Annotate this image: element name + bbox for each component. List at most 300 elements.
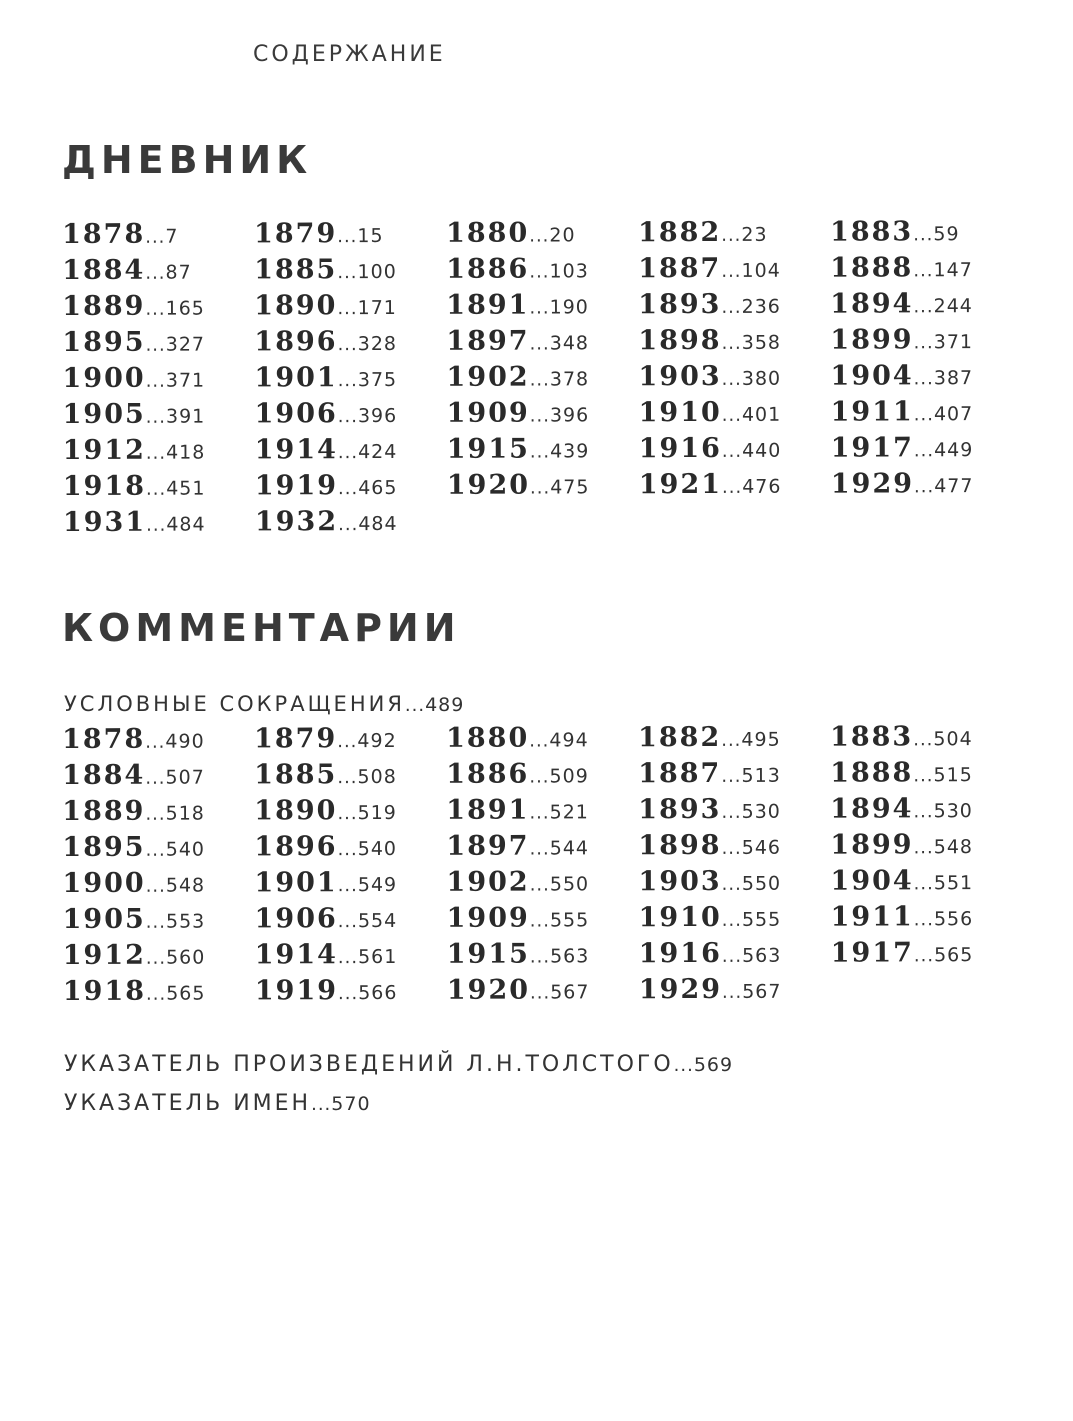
entry-year: 1929	[638, 973, 723, 1006]
abbreviations-page: 489	[425, 694, 465, 716]
leader-dots: ...	[913, 801, 934, 823]
entry-page: 508	[357, 765, 397, 789]
entry-year: 1899	[830, 829, 914, 861]
entry-page: 565	[934, 944, 974, 967]
entry-year: 1905	[62, 903, 146, 935]
entry-year: 1882	[638, 721, 722, 754]
entry-year: 1897	[446, 830, 530, 862]
leader-dots: ...	[145, 947, 167, 969]
diary-entry-1904[interactable]	[830, 358, 1022, 395]
entry-year: 1893	[638, 288, 722, 321]
leader-dots: ...	[337, 983, 359, 1005]
entry-year: 1887	[638, 252, 722, 285]
entry-year: 1917	[830, 937, 914, 969]
entry-page: 515	[933, 764, 973, 787]
leader-dots: ...	[337, 947, 359, 969]
entry-year: 1889	[62, 795, 146, 827]
entry-page: 521	[549, 801, 589, 824]
section-title-comments: КОММЕНТАРИИ	[62, 606, 461, 650]
works-index-entry[interactable]	[64, 1052, 733, 1077]
leader-dots: ...	[529, 441, 551, 463]
entry-page: 20	[549, 224, 576, 247]
entry-year: 1890	[254, 795, 338, 827]
leader-dots: ...	[337, 839, 358, 861]
entry-year: 1878	[62, 218, 146, 250]
comments-entry-1929[interactable]	[639, 972, 831, 1009]
entry-page: 555	[549, 909, 590, 932]
entry-year: 1883	[830, 216, 914, 248]
leader-dots: ...	[913, 224, 934, 246]
entry-year: 1885	[254, 254, 338, 286]
diary-entry-1914[interactable]	[255, 432, 447, 469]
entry-page: 494	[549, 729, 589, 752]
diary-entry-1901[interactable]	[254, 360, 446, 397]
entry-year: 1914	[254, 939, 338, 971]
entry-page: 555	[741, 908, 782, 931]
leader-dots: ...	[145, 803, 166, 825]
comments-entry-1878[interactable]	[62, 721, 254, 758]
diary-entry-1878[interactable]	[62, 216, 254, 253]
comments-entry-1918[interactable]	[63, 973, 255, 1010]
leader-dots: ...	[913, 909, 934, 931]
entry-year: 1906	[254, 903, 338, 935]
diary-entry-1889[interactable]	[62, 288, 254, 325]
entry-page: 548	[933, 836, 974, 859]
entry-year: 1912	[62, 939, 146, 971]
entry-page: 418	[166, 441, 206, 464]
leader-dots: ...	[721, 981, 743, 1003]
leader-dots: ...	[913, 945, 935, 967]
leader-dots: ...	[721, 909, 742, 931]
entry-page: 407	[933, 403, 974, 426]
comments-entry-1900[interactable]	[62, 865, 254, 902]
leader-dots: ...	[529, 477, 551, 499]
diary-entry-1898[interactable]	[638, 323, 830, 360]
entry-page: 358	[741, 331, 782, 354]
leader-dots: ...	[529, 333, 550, 355]
diary-entry-1917[interactable]	[831, 430, 1023, 467]
entry-year: 1888	[830, 252, 914, 284]
comments-entry-1912[interactable]	[63, 937, 255, 974]
entry-year: 1889	[62, 290, 146, 322]
leader-dots: ...	[673, 1055, 694, 1076]
leader-dots: ...	[145, 478, 167, 500]
entry-year: 1879	[254, 723, 338, 755]
comments-entry-1914[interactable]	[255, 937, 447, 974]
comments-entry-1883[interactable]	[830, 719, 1022, 756]
leader-dots: ...	[529, 369, 550, 391]
comments-entry-1915[interactable]	[447, 936, 639, 973]
entry-page: 530	[933, 800, 973, 823]
leader-dots: ...	[529, 261, 550, 283]
leader-dots: ...	[145, 983, 167, 1005]
entry-year: 1900	[62, 867, 146, 899]
comments-entry-1919[interactable]	[255, 973, 447, 1010]
leader-dots: ...	[529, 766, 550, 788]
comments-entry-1903[interactable]	[638, 864, 830, 901]
leader-dots: ...	[337, 370, 358, 392]
diary-entry-1900[interactable]	[62, 360, 254, 397]
names-index-entry[interactable]	[64, 1091, 371, 1116]
diary-entry-1931[interactable]	[63, 504, 255, 541]
diary-entry-1890[interactable]	[254, 288, 446, 325]
works-index-label: УКАЗАТЕЛЬ ПРОИЗВЕДЕНИЙ Л.Н.ТОЛСТОГО	[64, 1052, 674, 1077]
leader-dots: ...	[338, 514, 359, 536]
leader-dots: ...	[721, 332, 742, 354]
entry-page: 484	[166, 513, 206, 536]
entry-year: 1888	[830, 757, 914, 789]
diary-entry-1911[interactable]	[831, 394, 1023, 431]
entry-year: 1911	[830, 901, 914, 933]
entry-year: 1910	[638, 901, 722, 934]
leader-dots: ...	[913, 332, 934, 354]
entry-year: 1884	[62, 254, 146, 286]
diary-entry-1909[interactable]	[447, 395, 639, 432]
comments-entry-1882[interactable]	[638, 720, 830, 757]
leader-dots: ...	[913, 440, 935, 462]
entry-year: 1918	[62, 975, 147, 1007]
entry-year: 1898	[638, 324, 722, 357]
entry-year: 1917	[830, 432, 914, 464]
entry-year: 1886	[446, 758, 530, 790]
entry-page: 87	[165, 261, 192, 284]
leader-dots: ...	[337, 911, 358, 933]
leader-dots: ...	[721, 837, 742, 859]
entry-page: 451	[166, 477, 206, 500]
entry-page: 371	[165, 369, 206, 392]
entry-year: 1900	[62, 362, 146, 394]
entry-page: 440	[742, 439, 782, 462]
comments-entry-1916[interactable]	[639, 936, 831, 973]
entry-page: 380	[741, 367, 782, 390]
entry-year: 1901	[254, 362, 338, 394]
entry-page: 530	[741, 800, 781, 823]
entry-year: 1880	[446, 217, 530, 249]
diary-entry-1916[interactable]	[639, 431, 831, 468]
entry-year: 1896	[254, 326, 338, 358]
entry-page: 566	[358, 981, 398, 1005]
entry-page: 553	[165, 910, 206, 933]
diary-entry-1894[interactable]	[830, 286, 1022, 323]
leader-dots: ...	[721, 801, 742, 823]
diary-entry-1910[interactable]	[639, 395, 831, 432]
leader-dots: ...	[337, 262, 358, 284]
entry-page: 23	[741, 223, 768, 246]
leader-dots: ...	[311, 1094, 332, 1115]
comments-entry-1894[interactable]	[830, 791, 1022, 828]
comments-entry-1896[interactable]	[254, 829, 446, 866]
comments-entry-1895[interactable]	[62, 829, 254, 866]
diary-entry-1929[interactable]	[831, 466, 1023, 503]
comments-entry-1899[interactable]	[830, 827, 1022, 864]
leader-dots: ...	[145, 406, 166, 428]
diary-entry-1887[interactable]	[638, 251, 830, 288]
leader-dots: ...	[913, 729, 934, 751]
comments-entry-1917[interactable]	[831, 935, 1023, 972]
entry-page: 449	[934, 439, 974, 462]
leader-dots: ...	[721, 729, 742, 751]
comments-entry-1885[interactable]	[254, 757, 446, 794]
leader-dots: ...	[721, 224, 742, 246]
entry-page: 567	[742, 980, 782, 1003]
leader-dots: ...	[146, 514, 167, 536]
leader-dots: ...	[529, 405, 550, 427]
entry-page: 378	[549, 368, 590, 391]
diary-entry-1896[interactable]	[254, 324, 446, 361]
comments-entry-1909[interactable]	[447, 900, 639, 937]
entry-page: 540	[165, 838, 206, 861]
diary-entry-1883[interactable]	[830, 214, 1022, 251]
entry-page: 563	[742, 944, 782, 967]
diary-entry-1899[interactable]	[830, 322, 1022, 359]
entry-page: 554	[357, 909, 398, 933]
entry-page: 236	[741, 295, 781, 318]
leader-dots: ...	[721, 765, 742, 787]
leader-dots: ...	[145, 226, 166, 248]
comments-entry-1904[interactable]	[830, 863, 1022, 900]
diary-entry-1891[interactable]	[446, 287, 638, 324]
leader-dots: ...	[145, 875, 166, 897]
leader-dots: ...	[529, 225, 550, 247]
diary-entry-1902[interactable]	[446, 359, 638, 396]
entry-page: 465	[358, 476, 398, 500]
works-index-page: 569	[693, 1054, 734, 1076]
entry-year: 1919	[254, 470, 339, 502]
entry-page: 15	[357, 224, 384, 248]
entry-year: 1920	[446, 974, 531, 1006]
entry-year: 1883	[830, 721, 914, 753]
diary-entry-1905[interactable]	[63, 396, 255, 433]
entry-page: 171	[357, 296, 397, 320]
entry-page: 476	[742, 475, 782, 498]
entry-page: 396	[549, 404, 590, 427]
entry-page: 549	[357, 873, 398, 897]
entry-page: 519	[357, 801, 397, 825]
leader-dots: ...	[721, 440, 743, 462]
entry-page: 546	[741, 836, 782, 859]
leader-dots: ...	[145, 262, 166, 284]
entry-page: 104	[741, 259, 781, 282]
entry-page: 484	[358, 512, 398, 536]
leader-dots: ...	[337, 767, 358, 789]
entry-page: 100	[357, 260, 397, 284]
page-header: СОДЕРЖАНИЕ	[253, 42, 446, 67]
diary-entries-grid	[62, 214, 1023, 541]
entry-year: 1910	[638, 396, 722, 429]
entry-page: 387	[933, 367, 974, 390]
entry-page: 492	[357, 729, 397, 753]
comments-entry-1887[interactable]	[638, 756, 830, 793]
entry-page: 375	[357, 368, 398, 392]
leader-dots: ...	[913, 260, 934, 282]
diary-entry-1919[interactable]	[255, 468, 447, 505]
entry-page: 560	[166, 946, 206, 969]
entry-page: 556	[933, 908, 974, 931]
leader-dots: ...	[529, 838, 550, 860]
entry-year: 1890	[254, 290, 338, 322]
comments-entry-1884[interactable]	[62, 757, 254, 794]
diary-entry-1886[interactable]	[446, 251, 638, 288]
comments-entry-1902[interactable]	[446, 864, 638, 901]
entry-year: 1895	[62, 831, 146, 863]
comments-entry-1906[interactable]	[255, 901, 447, 938]
entry-year: 1905	[62, 398, 146, 430]
entry-page: 424	[358, 440, 398, 464]
leader-dots: ...	[721, 945, 743, 967]
leader-dots: ...	[721, 368, 742, 390]
leader-dots: ...	[337, 334, 358, 356]
entry-page: 475	[550, 476, 590, 499]
diary-entry-1885[interactable]	[254, 252, 446, 289]
entry-page: 327	[165, 333, 206, 356]
comments-entry-1898[interactable]	[638, 828, 830, 865]
entry-year: 1897	[446, 325, 530, 357]
diary-entry-1897[interactable]	[446, 323, 638, 360]
diary-entry-1895[interactable]	[62, 324, 254, 361]
diary-entry-1920[interactable]	[447, 467, 639, 504]
entry-year: 1915	[446, 433, 530, 465]
leader-dots: ...	[337, 298, 358, 320]
entry-page: 371	[933, 331, 974, 354]
entry-page: 504	[933, 728, 973, 751]
entry-page: 544	[549, 837, 590, 860]
entry-page: 548	[165, 874, 206, 897]
names-index-page: 570	[331, 1093, 371, 1115]
leader-dots: ...	[337, 226, 358, 248]
diary-entry-1879[interactable]	[254, 216, 446, 253]
entry-page: 540	[357, 837, 398, 861]
comments-entry-1905[interactable]	[63, 901, 255, 938]
leader-dots: ...	[913, 404, 934, 426]
comments-entry-1897[interactable]	[446, 828, 638, 865]
leader-dots: ...	[337, 875, 358, 897]
leader-dots: ...	[145, 334, 166, 356]
entry-year: 1899	[830, 324, 914, 356]
leader-dots: ...	[337, 803, 358, 825]
section-title-diary: ДНЕВНИК	[62, 138, 313, 182]
diary-entry-1912[interactable]	[63, 432, 255, 469]
entry-page: 550	[741, 872, 782, 895]
leader-dots: ...	[145, 731, 166, 753]
entry-year: 1932	[254, 506, 339, 538]
diary-entry-1921[interactable]	[639, 467, 831, 504]
leader-dots: ...	[337, 406, 358, 428]
entry-year: 1887	[638, 757, 722, 790]
comments-entry-1890[interactable]	[254, 793, 446, 830]
entry-year: 1893	[638, 793, 722, 826]
entry-page: 147	[933, 259, 973, 282]
comments-entry-1880[interactable]	[446, 720, 638, 757]
entry-year: 1921	[638, 468, 723, 501]
entry-year: 1896	[254, 831, 338, 863]
comments-entry-1879[interactable]	[254, 721, 446, 758]
entry-year: 1911	[830, 396, 914, 428]
entry-page: 7	[165, 225, 179, 248]
entry-year: 1898	[638, 829, 722, 862]
leader-dots: ...	[404, 695, 426, 716]
diary-entry-1918[interactable]	[63, 468, 255, 505]
entry-year: 1904	[830, 865, 914, 897]
leader-dots: ...	[913, 368, 934, 390]
entry-year: 1894	[830, 288, 914, 320]
diary-entry-1888[interactable]	[830, 250, 1022, 287]
entry-year: 1880	[446, 722, 530, 754]
entry-page: 490	[165, 730, 205, 753]
entry-year: 1895	[62, 326, 146, 358]
entry-page: 518	[165, 802, 205, 825]
entry-year: 1902	[446, 866, 530, 898]
leader-dots: ...	[913, 476, 935, 498]
entry-page: 391	[165, 405, 206, 428]
entry-year: 1884	[62, 759, 146, 791]
entry-page: 495	[741, 728, 781, 751]
leader-dots: ...	[145, 911, 166, 933]
entry-year: 1916	[638, 937, 722, 970]
entry-year: 1916	[638, 432, 722, 465]
entry-page: 509	[549, 765, 589, 788]
entry-year: 1919	[254, 975, 339, 1007]
entry-page: 244	[933, 295, 973, 318]
diary-entry-1880[interactable]	[446, 215, 638, 252]
leader-dots: ...	[529, 982, 551, 1004]
abbreviations-entry[interactable]	[64, 692, 464, 716]
entry-page: 396	[357, 404, 398, 428]
leader-dots: ...	[145, 839, 166, 861]
comments-entry-1893[interactable]	[638, 792, 830, 829]
entry-page: 165	[165, 297, 205, 320]
diary-entry-1906[interactable]	[255, 396, 447, 433]
comments-entry-1889[interactable]	[62, 793, 254, 830]
entry-year: 1909	[446, 902, 530, 934]
entry-page: 439	[550, 440, 590, 463]
leader-dots: ...	[529, 730, 550, 752]
leader-dots: ...	[337, 442, 359, 464]
comments-entry-1888[interactable]	[830, 755, 1022, 792]
entry-year: 1885	[254, 759, 338, 791]
leader-dots: ...	[529, 802, 550, 824]
names-index-label: УКАЗАТЕЛЬ ИМЕН	[64, 1091, 312, 1116]
leader-dots: ...	[337, 478, 359, 500]
entry-year: 1903	[638, 865, 722, 898]
entry-year: 1918	[62, 470, 147, 502]
comments-entry-1891[interactable]	[446, 792, 638, 829]
entry-year: 1906	[254, 398, 338, 430]
leader-dots: ...	[529, 946, 551, 968]
comments-entry-1911[interactable]	[831, 899, 1023, 936]
entry-page: 190	[549, 296, 589, 319]
entry-year: 1902	[446, 361, 530, 393]
entry-page: 103	[549, 260, 589, 283]
diary-entry-1893[interactable]	[638, 287, 830, 324]
entry-year: 1901	[254, 867, 338, 899]
diary-entry-1932[interactable]	[255, 504, 447, 541]
leader-dots: ...	[145, 767, 166, 789]
entry-year: 1904	[830, 360, 914, 392]
diary-entry-1884[interactable]	[62, 252, 254, 289]
comments-entry-1920[interactable]	[447, 972, 639, 1009]
entry-page: 328	[357, 332, 398, 356]
entry-year: 1914	[254, 434, 338, 466]
diary-entry-1915[interactable]	[447, 431, 639, 468]
diary-entry-1903[interactable]	[638, 359, 830, 396]
comments-entry-1910[interactable]	[639, 900, 831, 937]
leader-dots: ...	[721, 873, 742, 895]
comments-entry-1901[interactable]	[254, 865, 446, 902]
leader-dots: ...	[145, 370, 166, 392]
comments-entry-1886[interactable]	[446, 756, 638, 793]
diary-entry-1882[interactable]	[638, 215, 830, 252]
entry-year: 1912	[62, 434, 146, 466]
